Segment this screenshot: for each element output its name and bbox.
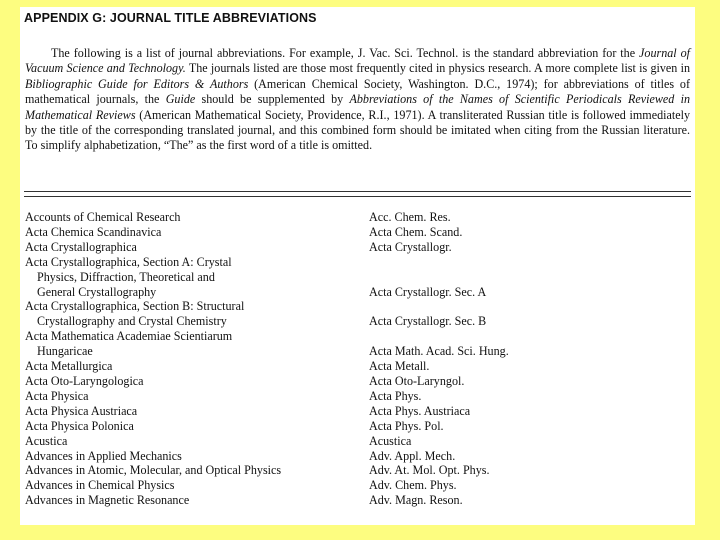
intro-italic-2: Bibliographic Guide for Editors & Authors bbox=[25, 76, 249, 91]
journal-name-line: Acustica bbox=[25, 433, 68, 448]
journal-entry bbox=[25, 463, 690, 478]
intro-text bbox=[25, 46, 690, 154]
journal-entry bbox=[25, 493, 690, 508]
journal-abbreviation: Adv. Appl. Mech. bbox=[369, 448, 456, 463]
journal-name-line: Acta Chemica Scandinavica bbox=[25, 224, 162, 239]
journal-abbreviation: Acta Phys. Pol. bbox=[369, 418, 444, 433]
journal-abbreviation: Adv. Chem. Phys. bbox=[369, 478, 457, 493]
journal-name bbox=[25, 329, 360, 359]
journal-name-line: Acta Crystallographica, Section A: Crystal bbox=[25, 254, 232, 269]
journal-name bbox=[25, 478, 360, 493]
journal-name bbox=[25, 359, 360, 374]
journal-name bbox=[25, 463, 360, 478]
journal-name-line: Advances in Atomic, Molecular, and Optical Physics bbox=[25, 463, 282, 478]
journal-abbreviation: Acta Crystallogr. bbox=[369, 239, 452, 254]
abbreviation-list bbox=[25, 210, 690, 508]
intro-text-5: (American Mathematical Society, Providence, R.I., 1971). A transliterated Russian title is followed immediately by the title of the corresponding translated journal, and this combined form should be imitated when citing from the Russian literature. To simplify alphabetization, “The” as the first word of a title is omitted. bbox=[25, 107, 690, 153]
journal-name bbox=[25, 210, 360, 225]
journal-abbreviation: Adv. At. Mol. Opt. Phys. bbox=[369, 463, 490, 478]
journal-entry bbox=[25, 449, 690, 464]
journal-name bbox=[25, 493, 360, 508]
journal-abbreviation: Acta Math. Acad. Sci. Hung. bbox=[369, 344, 509, 359]
journal-entry bbox=[25, 389, 690, 404]
journal-abbreviation: Acc. Chem. Res. bbox=[369, 210, 451, 224]
journal-abbreviation: Acta Metall. bbox=[369, 359, 430, 374]
journal-name-line: Acta Oto-Laryngologica bbox=[25, 373, 144, 388]
journal-abbreviation: Acta Phys. bbox=[369, 388, 422, 403]
journal-name bbox=[25, 299, 360, 329]
journal-name-line: Acta Crystallographica, Section B: Structural bbox=[25, 299, 245, 314]
intro-paragraph bbox=[25, 46, 690, 154]
journal-entry bbox=[25, 240, 690, 255]
journal-abbreviation: Acta Crystallogr. Sec. B bbox=[369, 314, 487, 329]
journal-entry bbox=[25, 434, 690, 449]
journal-name-line: Hungaricae bbox=[37, 344, 93, 359]
journal-entry bbox=[25, 419, 690, 434]
document-page bbox=[20, 7, 695, 525]
journal-name bbox=[25, 404, 360, 419]
journal-name-line: Advances in Chemical Physics bbox=[25, 478, 175, 493]
journal-entry bbox=[25, 374, 690, 389]
journal-name-line: Acta Physica Austriaca bbox=[25, 403, 138, 418]
journal-name-line: General Crystallography bbox=[37, 284, 157, 299]
journal-name-line: Accounts of Chemical Research bbox=[25, 210, 181, 224]
journal-name-line: Advances in Magnetic Resonance bbox=[25, 493, 190, 508]
journal-name bbox=[25, 419, 360, 434]
journal-abbreviation: Acta Crystallogr. Sec. A bbox=[369, 284, 487, 299]
journal-entry bbox=[25, 404, 690, 419]
intro-text-2: The journals listed are those most frequently cited in physics research. A more complete list is given in bbox=[185, 61, 690, 76]
journal-name bbox=[25, 374, 360, 389]
journal-name bbox=[25, 225, 360, 240]
journal-entry bbox=[25, 359, 690, 374]
journal-name-line: Acta Physica Polonica bbox=[25, 418, 134, 433]
divider-rule bbox=[24, 191, 691, 192]
journal-abbreviation: Acta Oto-Laryngol. bbox=[369, 373, 465, 388]
journal-name-line: Advances in Applied Mechanics bbox=[25, 448, 182, 463]
journal-entry bbox=[25, 478, 690, 493]
journal-name bbox=[25, 389, 360, 404]
intro-italic-1: Journal of Vacuum Science and Technology. bbox=[25, 46, 691, 76]
intro-text-3: (American Chemical Society, Washington. D.C., 1974); for abbreviations of titles of mathematical journals, the bbox=[25, 76, 690, 107]
journal-entry bbox=[25, 210, 690, 225]
journal-abbreviation: Acta Phys. Austriaca bbox=[369, 403, 471, 418]
journal-name-line: Acta Physica bbox=[25, 388, 89, 403]
journal-entry bbox=[25, 255, 690, 300]
journal-name-line: Acta Metallurgica bbox=[25, 359, 113, 374]
page-title: APPENDIX G: JOURNAL TITLE ABBREVIATIONS bbox=[24, 11, 317, 25]
journal-entry bbox=[25, 299, 690, 329]
journal-name bbox=[25, 240, 360, 255]
intro-italic-3: Guide bbox=[165, 92, 196, 107]
journal-abbreviation: Adv. Magn. Reson. bbox=[369, 493, 463, 508]
journal-name-line: Crystallography and Crystal Chemistry bbox=[37, 314, 227, 329]
intro-text-1: The following is a list of journal abbreviations. For example, J. Vac. Sci. Technol. is the standard abbreviation for the bbox=[51, 46, 640, 60]
journal-name-line: Acta Mathematica Academiae Scientiarum bbox=[25, 329, 233, 344]
journal-entry bbox=[25, 225, 690, 240]
journal-abbreviation: Acustica bbox=[369, 433, 412, 448]
journal-entry bbox=[25, 329, 690, 359]
intro-italic-4: Abbreviations of the Names of Scientific Periodicals Reviewed in Mathematical Reviews bbox=[25, 92, 690, 122]
journal-name-line: Acta Crystallographica bbox=[25, 239, 137, 254]
journal-name bbox=[25, 434, 360, 449]
journal-name-line: Physics, Diffraction, Theoretical and bbox=[37, 269, 215, 284]
journal-abbreviation: Acta Chem. Scand. bbox=[369, 224, 463, 239]
journal-name bbox=[25, 449, 360, 464]
intro-text-4: should be supplemented by bbox=[195, 92, 350, 107]
journal-name bbox=[25, 255, 360, 300]
divider-rule bbox=[24, 196, 691, 197]
